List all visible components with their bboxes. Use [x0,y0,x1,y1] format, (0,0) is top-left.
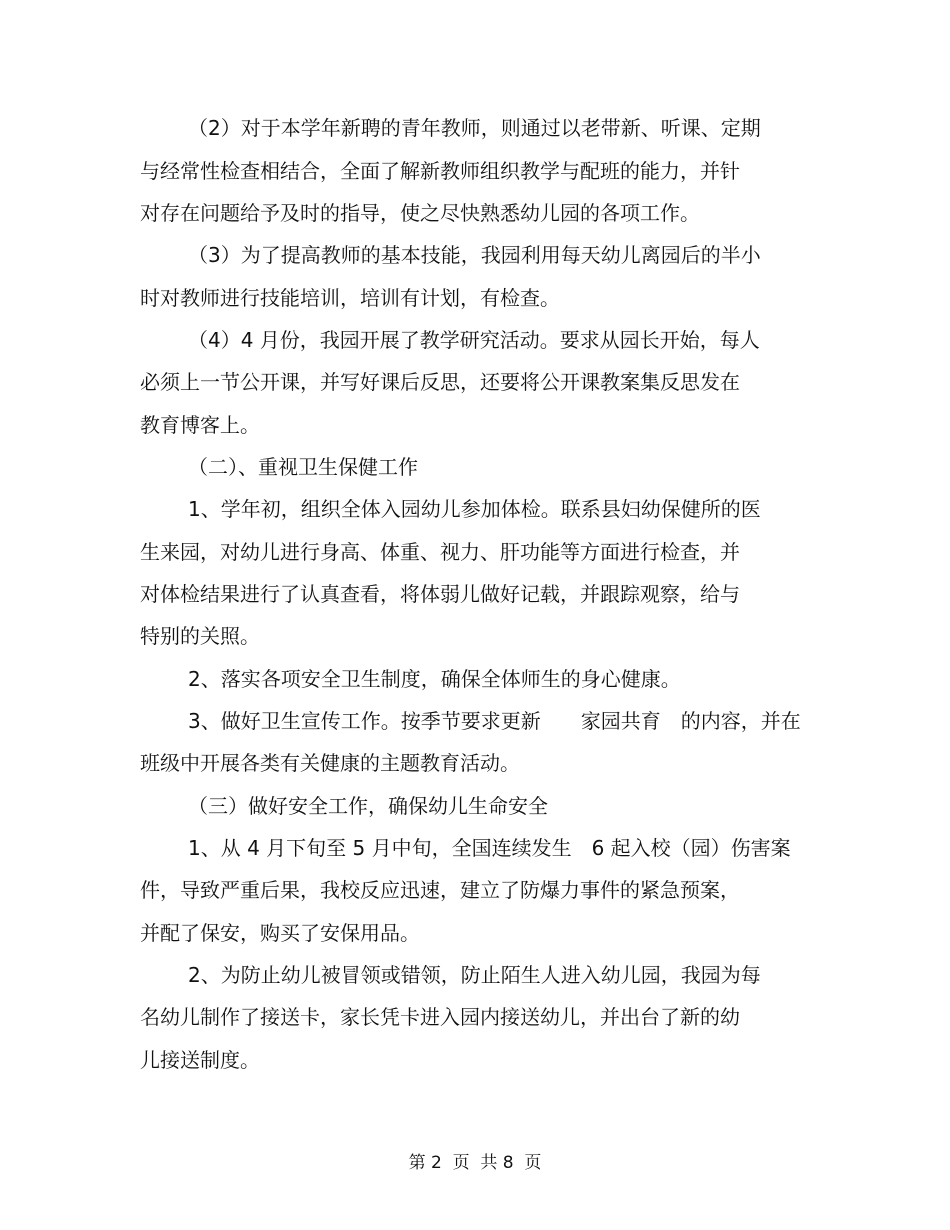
paragraph-line: 名幼儿制作了接送卡，家长凭卡进入园内接送幼儿，并出台了新的幼 [140,1005,740,1029]
paragraph-line: 特别的关照。 [140,624,260,648]
paragraph-line: （3）为了提高教师的基本技能，我园利用每天幼儿离园后的半小 [188,243,761,267]
paragraph-line: 班级中开展各类有关健康的主题教育活动。 [140,751,520,775]
paragraph-line: 3、做好卫生宣传工作。按季节要求更新 家园共育 的内容，并在 [188,709,801,733]
paragraph-line: 时对教师进行技能培训，培训有计划，有检查。 [140,286,560,310]
paragraph-line: 并配了保安，购买了安保用品。 [140,921,420,945]
paragraph-line: 1、从 4 月下旬至 5 月中旬，全国连续发生 6 起入校（园）伤害案 [188,836,791,860]
paragraph-line: 对存在问题给予及时的指导，使之尽快熟悉幼儿园的各项工作。 [140,201,700,225]
section-heading: （三）做好安全工作，确保幼儿生命安全 [188,794,548,818]
paragraph-line: （2）对于本学年新聘的青年教师，则通过以老带新、听课、定期 [188,116,761,140]
paragraph-line: （4）4 月份，我园开展了教学研究活动。要求从园长开始，每人 [188,328,760,352]
section-heading: （二）、重视卫生保健工作 [188,455,418,479]
paragraph-line: 件，导致严重后果，我校反应迅速，建立了防爆力事件的紧急预案， [140,878,740,902]
paragraph-line: 2、落实各项安全卫生制度，确保全体师生的身心健康。 [188,667,681,691]
paragraph-line: 2、为防止幼儿被冒领或错领，防止陌生人进入幼儿园，我园为每 [188,963,761,987]
paragraph-line: 1、学年初，组织全体入园幼儿参加体检。联系县妇幼保健所的医 [188,497,761,521]
paragraph-line: 生来园，对幼儿进行身高、体重、视力、肝功能等方面进行检查，并 [140,540,740,564]
paragraph-line: 儿接送制度。 [140,1048,260,1072]
paragraph-line: 必须上一节公开课，并写好课后反思，还要将公开课教案集反思发在 [140,370,740,394]
page-number-footer: 第 2 页 共 8 页 [408,1153,542,1173]
paragraph-line: 教育博客上。 [140,413,260,437]
paragraph-line: 与经常性检查相结合，全面了解新教师组织教学与配班的能力，并针 [140,159,740,183]
paragraph-line: 对体检结果进行了认真查看，将体弱儿做好记载，并跟踪观察，给与 [140,582,740,606]
